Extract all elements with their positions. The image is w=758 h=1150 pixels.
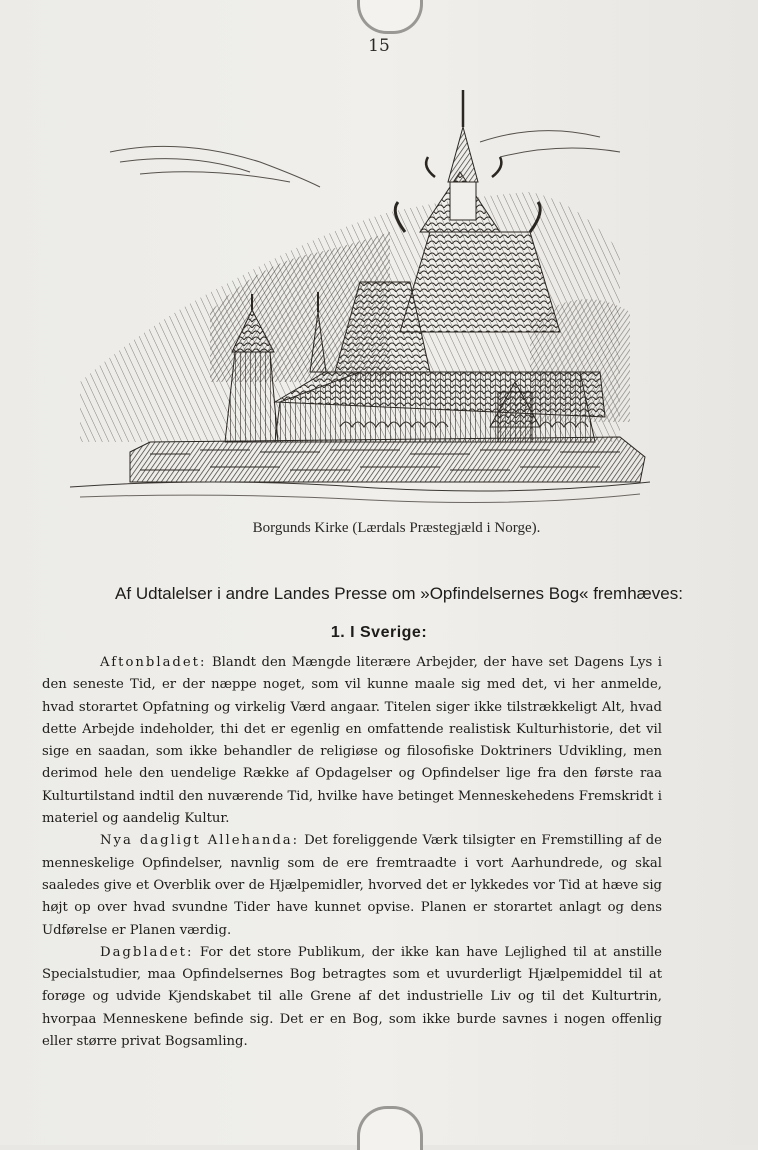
page-number: 15	[368, 36, 390, 56]
section-heading: Af Udtalelser i andre Landes Presse om »Opfindelsernes Bog« fremhæves:	[115, 584, 683, 603]
quote-paragraph	[42, 942, 662, 1053]
foreground-ground	[70, 482, 650, 491]
binder-ring-top	[357, 0, 423, 34]
quote-text: For det store Publikum, der ikke kan have Lejlighed til at anstille Specialstudier, maa Opfindelsernes Bog betragtes som et uvurderligt Hjælpemiddel til at forøge og udvide Kjendskabet til alle Grene af det industrielle Liv og til det Kulturtrin, hvorpaa Menneskene befinde sig. Det er en Bog, som ikke burde savnes i nogen offenlig eller større privat Bogsamling.	[42, 944, 662, 1050]
quotes-body	[42, 652, 662, 1053]
quote-source: Dagbladet:	[100, 944, 194, 960]
quote-text: Det foreliggende Værk tilsigter en Fremstilling af de menneskelige Opfindelser, navnlig som de ere fremtraadte i vort Aarhundrede, og skal saaledes give et Overblik over de Hjælpemidler, hvorved det er lykkedes vor Tid at hæve sig højt op over hvad svundne Tider have kunnet opvise. Planen er storartet anlagt og dens Udførelse er Planen værdig.	[42, 833, 662, 938]
section-subheading: 1. I Sverige:	[330, 624, 428, 641]
binder-ring-bottom	[357, 1106, 423, 1150]
sky-clouds	[110, 131, 620, 187]
stone-wall	[130, 437, 645, 482]
quote-paragraph	[42, 830, 662, 941]
illustration-caption: Borgunds Kirke (Lærdals Præstegjæld i Norge).	[252, 520, 541, 536]
quote-text: Blandt den Mængde literære Arbejder, der have set Dagens Lys i den seneste Tid, er der næppe noget, som vil kunne maale sig med det, vi her anmelde, hvad storartet Opfatning og virkelig Værd angaar. Titelen siger ikke tilstrækkeligt Alt, hvad dette Arbejde indeholder, thi det er egenlig en omfattende realistisk Kulturhistorie, det vil sige en saadan, som ikke behandler de religiøse og filosofiske Doktriners Udvikling, men derimod hele den uendelige Række af Opdagelser og Opfindelser lige fra den første raa Kulturtilstand indtil den nuværende Tid, hvilke have betinget Menneskehedens Fremskridt i materiel og aandelig Kultur.	[42, 655, 662, 827]
quote-source: Aftonbladet:	[100, 655, 207, 670]
quote-paragraph	[42, 652, 662, 830]
church-engraving	[60, 82, 660, 522]
quote-source: Nya dagligt Allehanda:	[100, 833, 300, 849]
